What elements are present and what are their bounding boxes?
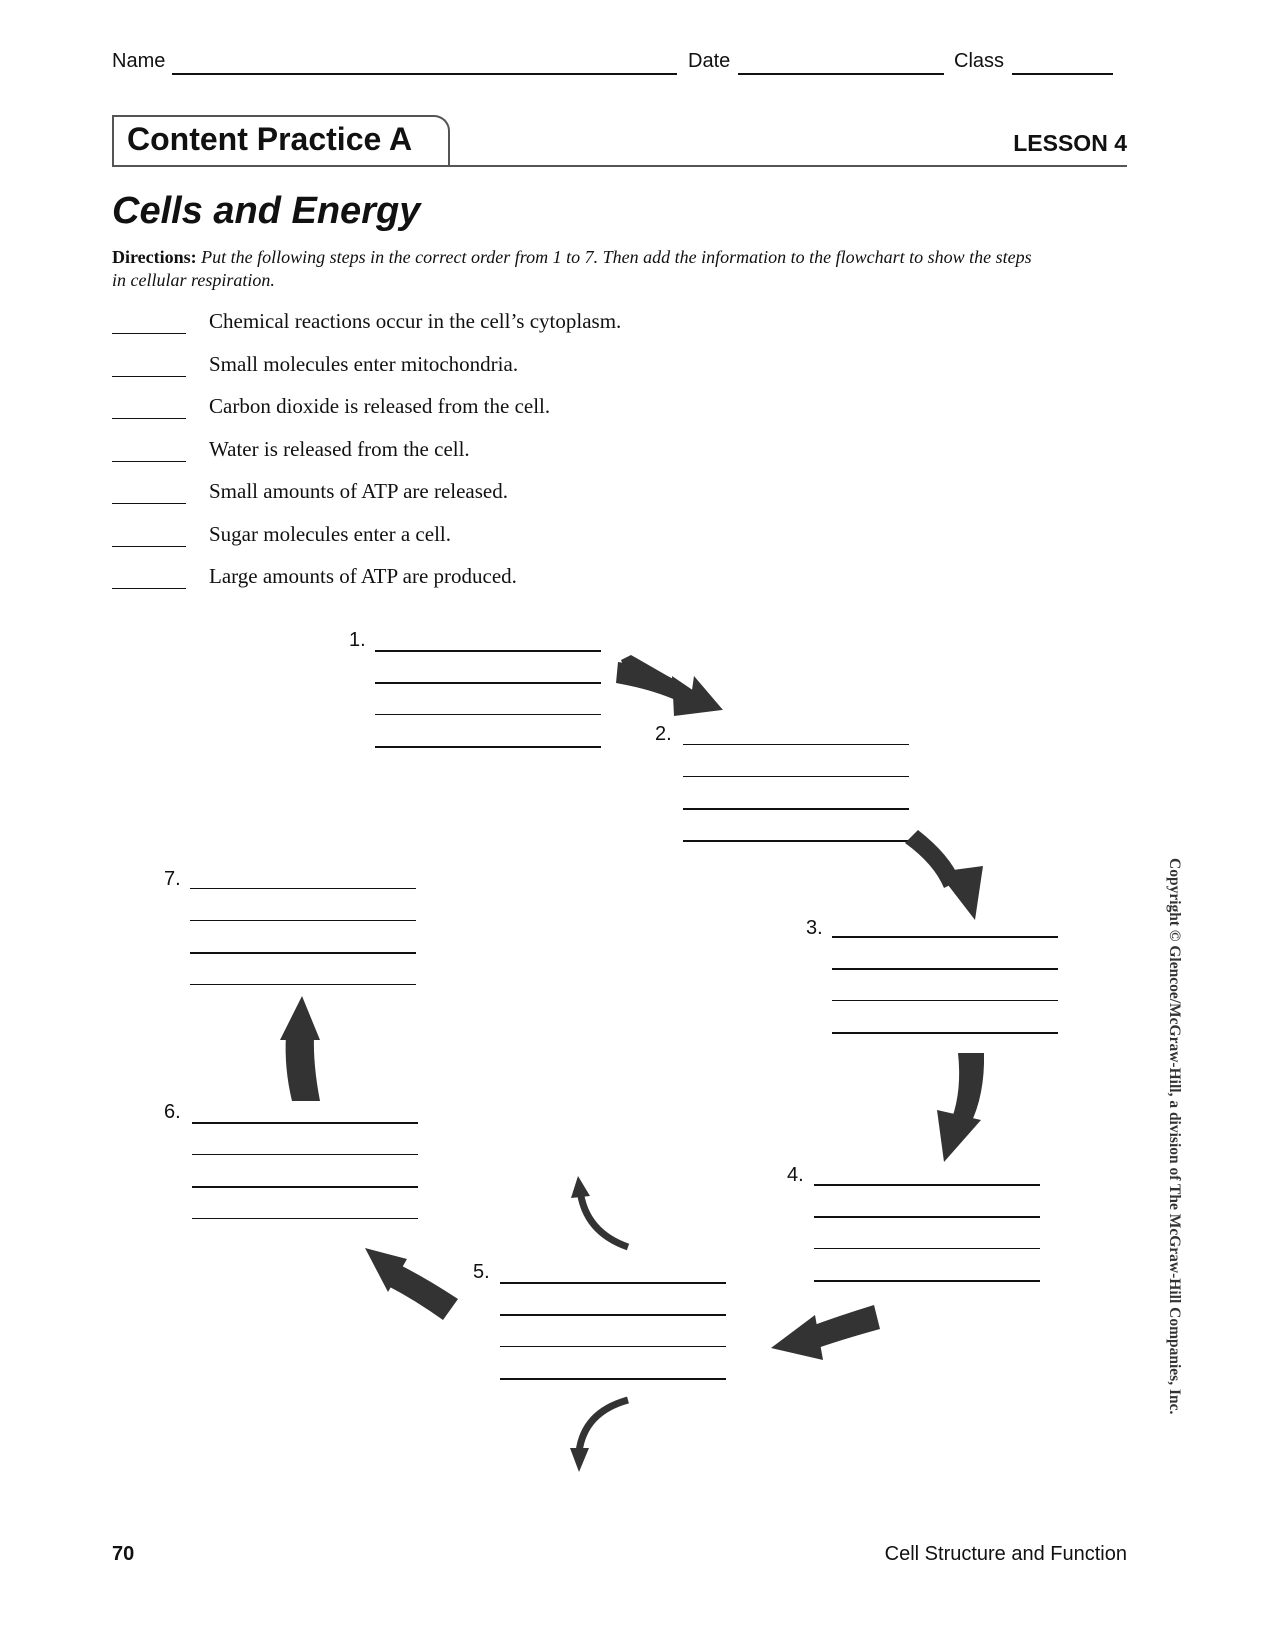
arrow-3-to-4-icon: [937, 1110, 981, 1162]
flowchart-number-6: 6.: [164, 1101, 181, 1123]
curved-arrow-down-icon: [570, 1448, 589, 1472]
curved-arrow-down-icon: [579, 1400, 628, 1452]
arrow-3-to-4-icon: [952, 1053, 984, 1125]
arrow-4-to-5-icon: [771, 1315, 823, 1360]
class-label: Class: [954, 50, 1005, 72]
step-text: Chemical reactions occur in the cell’s cytoplasm.: [209, 309, 622, 333]
page-number: 70: [112, 1543, 135, 1565]
directions-label: Directions:: [112, 247, 197, 267]
arrow-2-to-3-icon: [938, 866, 983, 920]
name-label: Name: [112, 50, 166, 72]
flowchart-number-2: 2.: [655, 723, 672, 745]
step-text: Water is released from the cell.: [209, 437, 470, 461]
flowchart-number-1: 1.: [349, 629, 366, 651]
date-label: Date: [688, 50, 731, 72]
banner-title: Content Practice A: [127, 121, 413, 157]
copyright-notice: [1157, 858, 1187, 1415]
step-text: Carbon dioxide is released from the cell.: [209, 394, 551, 418]
curved-arrow-up-icon: [571, 1176, 590, 1198]
flowchart-number-5: 5.: [473, 1261, 490, 1283]
flowchart-number-7: 7.: [164, 868, 181, 890]
step-text: Large amounts of ATP are produced.: [209, 564, 517, 588]
step-text: Small amounts of ATP are released.: [209, 479, 508, 503]
directions-text: Put the following steps in the correct order from 1 to 7. Then add the information to the flowchart to show the steps in cellular respiration.: [112, 247, 1032, 290]
curved-arrow-up-icon: [580, 1190, 628, 1247]
page-title: Cells and Energy: [112, 190, 421, 232]
step-text: Small molecules enter mitochondria.: [209, 352, 519, 376]
arrow-6-to-7-icon: [280, 996, 320, 1040]
flowchart-number-3: 3.: [806, 917, 823, 939]
unit-title: Cell Structure and Function: [884, 1543, 1127, 1565]
arrow-6-to-7-icon: [286, 1035, 320, 1101]
copyright-text: Copyright © Glencoe/McGraw-Hill, a division of The McGraw-Hill Companies, Inc.: [1166, 858, 1183, 1415]
flowchart-number-4: 4.: [787, 1164, 804, 1186]
lesson-label: LESSON 4: [1013, 130, 1127, 156]
step-text: Sugar molecules enter a cell.: [209, 522, 451, 546]
